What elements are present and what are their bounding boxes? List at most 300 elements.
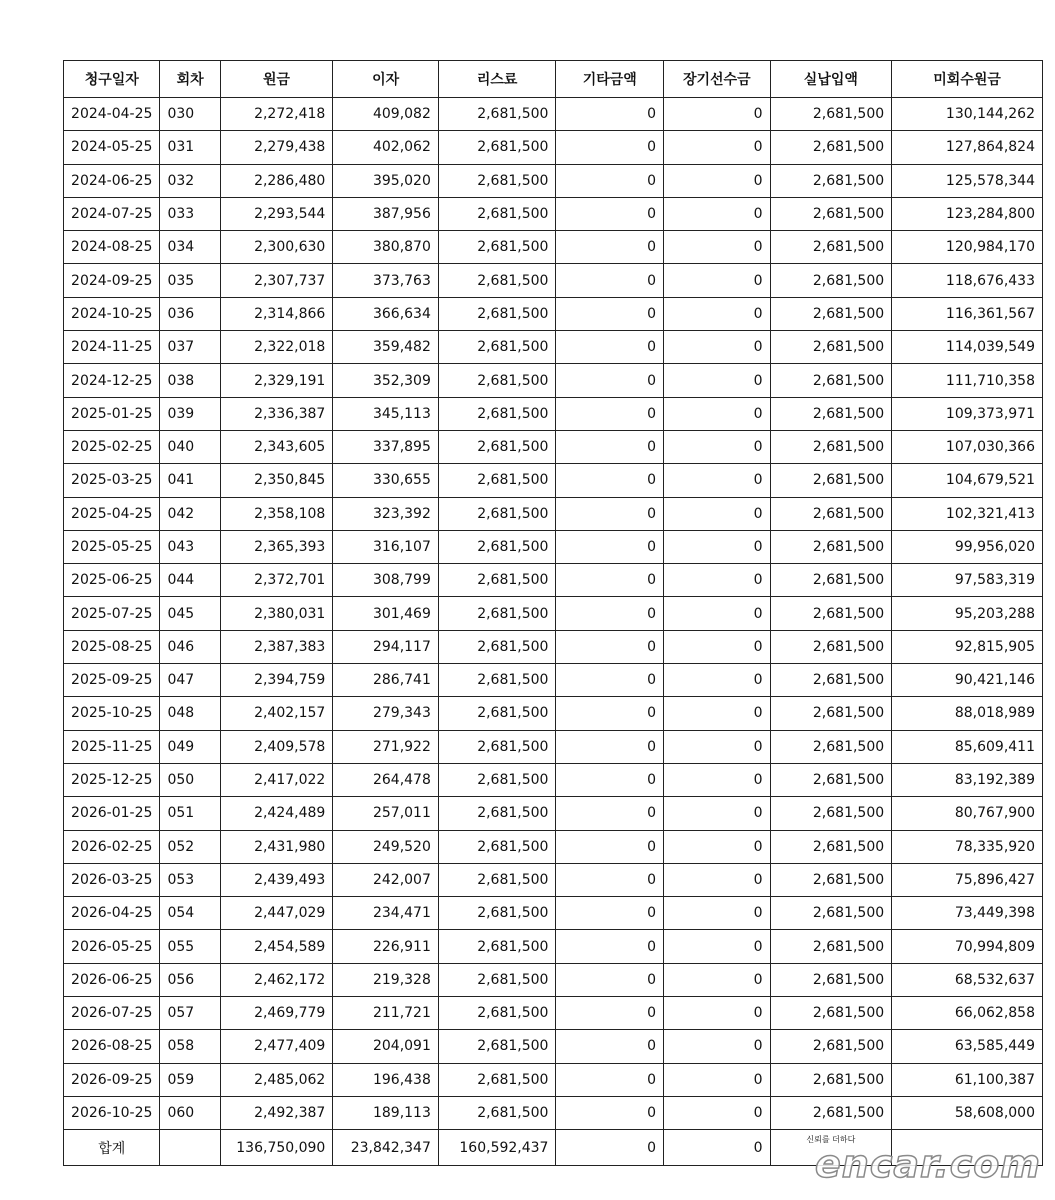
cell-lease-fee: 2,681,500 — [438, 997, 556, 1030]
cell-round: 054 — [160, 897, 220, 930]
cell-round: 041 — [160, 464, 220, 497]
cell-lease-fee: 2,681,500 — [438, 1030, 556, 1063]
cell-lease-fee: 2,681,500 — [438, 1096, 556, 1129]
cell-principal: 2,439,493 — [220, 863, 333, 896]
cell-round: 047 — [160, 664, 220, 697]
cell-lease-fee: 2,681,500 — [438, 231, 556, 264]
cell-actual-paid: 2,681,500 — [770, 630, 892, 663]
table-row — [64, 1030, 1043, 1063]
cell-interest: 271,922 — [333, 730, 439, 763]
cell-billing-date: 2024-05-25 — [64, 131, 160, 164]
cell-other-amount: 0 — [556, 131, 664, 164]
cell-lease-fee: 2,681,500 — [438, 98, 556, 131]
cell-long-term-advance: 0 — [664, 397, 771, 430]
cell-actual-paid: 2,681,500 — [770, 497, 892, 530]
cell-other-amount: 0 — [556, 697, 664, 730]
cell-principal: 2,409,578 — [220, 730, 333, 763]
total-round — [160, 1130, 220, 1166]
cell-interest: 211,721 — [333, 997, 439, 1030]
cell-long-term-advance: 0 — [664, 430, 771, 463]
cell-round: 057 — [160, 997, 220, 1030]
cell-outstanding-principal: 109,373,971 — [892, 397, 1043, 430]
cell-long-term-advance: 0 — [664, 730, 771, 763]
cell-billing-date: 2024-09-25 — [64, 264, 160, 297]
cell-interest: 189,113 — [333, 1096, 439, 1129]
cell-long-term-advance: 0 — [664, 797, 771, 830]
cell-outstanding-principal: 66,062,858 — [892, 997, 1043, 1030]
cell-interest: 301,469 — [333, 597, 439, 630]
cell-actual-paid: 2,681,500 — [770, 897, 892, 930]
total-other-amount: 0 — [556, 1130, 664, 1166]
table-row — [64, 231, 1043, 264]
cell-outstanding-principal: 107,030,366 — [892, 430, 1043, 463]
cell-outstanding-principal: 83,192,389 — [892, 763, 1043, 796]
cell-outstanding-principal: 63,585,449 — [892, 1030, 1043, 1063]
cell-principal: 2,492,387 — [220, 1096, 333, 1129]
cell-interest: 249,520 — [333, 830, 439, 863]
cell-other-amount: 0 — [556, 1096, 664, 1129]
cell-lease-fee: 2,681,500 — [438, 564, 556, 597]
cell-outstanding-principal: 125,578,344 — [892, 164, 1043, 197]
cell-interest: 323,392 — [333, 497, 439, 530]
cell-round: 035 — [160, 264, 220, 297]
cell-interest: 316,107 — [333, 530, 439, 563]
cell-interest: 204,091 — [333, 1030, 439, 1063]
column-header-round: 회차 — [160, 61, 220, 98]
slogan-text: 신뢰를 더하다 — [806, 1134, 856, 1144]
cell-other-amount: 0 — [556, 264, 664, 297]
cell-other-amount: 0 — [556, 730, 664, 763]
cell-long-term-advance: 0 — [664, 997, 771, 1030]
cell-lease-fee: 2,681,500 — [438, 264, 556, 297]
cell-billing-date: 2025-10-25 — [64, 697, 160, 730]
cell-other-amount: 0 — [556, 430, 664, 463]
cell-long-term-advance: 0 — [664, 697, 771, 730]
cell-outstanding-principal: 95,203,288 — [892, 597, 1043, 630]
cell-long-term-advance: 0 — [664, 464, 771, 497]
cell-round: 059 — [160, 1063, 220, 1096]
encar-watermark-logo: encar.com — [815, 1142, 1041, 1186]
cell-interest: 219,328 — [333, 963, 439, 996]
lease-schedule-table — [63, 60, 1043, 1166]
cell-interest: 380,870 — [333, 231, 439, 264]
cell-actual-paid: 2,681,500 — [770, 597, 892, 630]
cell-outstanding-principal: 127,864,824 — [892, 131, 1043, 164]
total-principal: 136,750,090 — [220, 1130, 333, 1166]
cell-outstanding-principal: 111,710,358 — [892, 364, 1043, 397]
cell-round: 030 — [160, 98, 220, 131]
cell-lease-fee: 2,681,500 — [438, 297, 556, 330]
cell-lease-fee: 2,681,500 — [438, 197, 556, 230]
cell-actual-paid: 2,681,500 — [770, 231, 892, 264]
cell-interest: 337,895 — [333, 430, 439, 463]
column-header-interest: 이자 — [333, 61, 439, 98]
cell-round: 031 — [160, 131, 220, 164]
cell-long-term-advance: 0 — [664, 1096, 771, 1129]
cell-billing-date: 2024-12-25 — [64, 364, 160, 397]
table-row — [64, 497, 1043, 530]
cell-round: 038 — [160, 364, 220, 397]
table-row — [64, 1063, 1043, 1096]
cell-outstanding-principal: 78,335,920 — [892, 830, 1043, 863]
table-row — [64, 597, 1043, 630]
cell-outstanding-principal: 114,039,549 — [892, 331, 1043, 364]
cell-interest: 345,113 — [333, 397, 439, 430]
cell-round: 048 — [160, 697, 220, 730]
cell-other-amount: 0 — [556, 763, 664, 796]
cell-billing-date: 2025-11-25 — [64, 730, 160, 763]
lease-schedule — [63, 60, 1043, 1166]
cell-outstanding-principal: 130,144,262 — [892, 98, 1043, 131]
cell-billing-date: 2026-08-25 — [64, 1030, 160, 1063]
cell-principal: 2,350,845 — [220, 464, 333, 497]
cell-other-amount: 0 — [556, 297, 664, 330]
cell-outstanding-principal: 58,608,000 — [892, 1096, 1043, 1129]
cell-actual-paid: 2,681,500 — [770, 530, 892, 563]
cell-outstanding-principal: 123,284,800 — [892, 197, 1043, 230]
cell-outstanding-principal: 90,421,146 — [892, 664, 1043, 697]
cell-billing-date: 2024-07-25 — [64, 197, 160, 230]
cell-actual-paid: 2,681,500 — [770, 1063, 892, 1096]
table-row — [64, 131, 1043, 164]
table-row — [64, 464, 1043, 497]
cell-lease-fee: 2,681,500 — [438, 763, 556, 796]
cell-other-amount: 0 — [556, 497, 664, 530]
cell-interest: 366,634 — [333, 297, 439, 330]
cell-principal: 2,300,630 — [220, 231, 333, 264]
cell-other-amount: 0 — [556, 963, 664, 996]
cell-long-term-advance: 0 — [664, 98, 771, 131]
cell-billing-date: 2025-07-25 — [64, 597, 160, 630]
cell-other-amount: 0 — [556, 664, 664, 697]
cell-principal: 2,485,062 — [220, 1063, 333, 1096]
cell-round: 052 — [160, 830, 220, 863]
cell-principal: 2,286,480 — [220, 164, 333, 197]
cell-other-amount: 0 — [556, 997, 664, 1030]
cell-lease-fee: 2,681,500 — [438, 131, 556, 164]
cell-interest: 387,956 — [333, 197, 439, 230]
table-row — [64, 664, 1043, 697]
cell-principal: 2,314,866 — [220, 297, 333, 330]
cell-lease-fee: 2,681,500 — [438, 430, 556, 463]
cell-round: 053 — [160, 863, 220, 896]
cell-lease-fee: 2,681,500 — [438, 1063, 556, 1096]
cell-long-term-advance: 0 — [664, 197, 771, 230]
cell-lease-fee: 2,681,500 — [438, 164, 556, 197]
table-row — [64, 930, 1043, 963]
cell-principal: 2,343,605 — [220, 430, 333, 463]
table-row — [64, 963, 1043, 996]
cell-outstanding-principal: 97,583,319 — [892, 564, 1043, 597]
cell-long-term-advance: 0 — [664, 497, 771, 530]
cell-billing-date: 2024-04-25 — [64, 98, 160, 131]
cell-actual-paid: 2,681,500 — [770, 464, 892, 497]
cell-principal: 2,329,191 — [220, 364, 333, 397]
cell-principal: 2,431,980 — [220, 830, 333, 863]
cell-long-term-advance: 0 — [664, 1030, 771, 1063]
cell-long-term-advance: 0 — [664, 530, 771, 563]
cell-round: 050 — [160, 763, 220, 796]
cell-principal: 2,402,157 — [220, 697, 333, 730]
cell-interest: 226,911 — [333, 930, 439, 963]
cell-round: 051 — [160, 797, 220, 830]
cell-billing-date: 2024-08-25 — [64, 231, 160, 264]
cell-lease-fee: 2,681,500 — [438, 697, 556, 730]
cell-long-term-advance: 0 — [664, 963, 771, 996]
cell-billing-date: 2024-10-25 — [64, 297, 160, 330]
cell-other-amount: 0 — [556, 231, 664, 264]
cell-round: 039 — [160, 397, 220, 430]
cell-round: 055 — [160, 930, 220, 963]
cell-outstanding-principal: 118,676,433 — [892, 264, 1043, 297]
cell-interest: 352,309 — [333, 364, 439, 397]
cell-billing-date: 2025-12-25 — [64, 763, 160, 796]
cell-principal: 2,293,544 — [220, 197, 333, 230]
cell-principal: 2,454,589 — [220, 930, 333, 963]
cell-billing-date: 2025-01-25 — [64, 397, 160, 430]
cell-actual-paid: 2,681,500 — [770, 564, 892, 597]
cell-other-amount: 0 — [556, 530, 664, 563]
table-row — [64, 264, 1043, 297]
cell-other-amount: 0 — [556, 897, 664, 930]
cell-interest: 308,799 — [333, 564, 439, 597]
cell-lease-fee: 2,681,500 — [438, 464, 556, 497]
column-header-billing-date: 청구일자 — [64, 61, 160, 98]
cell-long-term-advance: 0 — [664, 863, 771, 896]
cell-interest: 402,062 — [333, 131, 439, 164]
table-row — [64, 730, 1043, 763]
cell-long-term-advance: 0 — [664, 564, 771, 597]
cell-principal: 2,469,779 — [220, 997, 333, 1030]
table-body — [64, 98, 1043, 1130]
cell-principal: 2,322,018 — [220, 331, 333, 364]
cell-long-term-advance: 0 — [664, 264, 771, 297]
column-header-outstanding-principal: 미회수원금 — [892, 61, 1043, 98]
cell-billing-date: 2026-02-25 — [64, 830, 160, 863]
cell-long-term-advance: 0 — [664, 630, 771, 663]
cell-long-term-advance: 0 — [664, 331, 771, 364]
cell-round: 042 — [160, 497, 220, 530]
cell-lease-fee: 2,681,500 — [438, 830, 556, 863]
cell-actual-paid: 2,681,500 — [770, 697, 892, 730]
cell-other-amount: 0 — [556, 1063, 664, 1096]
table-row — [64, 197, 1043, 230]
cell-other-amount: 0 — [556, 797, 664, 830]
cell-billing-date: 2026-01-25 — [64, 797, 160, 830]
table-row — [64, 297, 1043, 330]
cell-outstanding-principal: 104,679,521 — [892, 464, 1043, 497]
cell-long-term-advance: 0 — [664, 164, 771, 197]
cell-long-term-advance: 0 — [664, 297, 771, 330]
cell-billing-date: 2026-10-25 — [64, 1096, 160, 1129]
cell-other-amount: 0 — [556, 564, 664, 597]
cell-interest: 395,020 — [333, 164, 439, 197]
cell-lease-fee: 2,681,500 — [438, 497, 556, 530]
cell-other-amount: 0 — [556, 164, 664, 197]
cell-lease-fee: 2,681,500 — [438, 863, 556, 896]
cell-other-amount: 0 — [556, 830, 664, 863]
cell-billing-date: 2024-11-25 — [64, 331, 160, 364]
column-header-actual-paid: 실납입액 — [770, 61, 892, 98]
table-header-row — [64, 61, 1043, 98]
cell-principal: 2,336,387 — [220, 397, 333, 430]
cell-interest: 373,763 — [333, 264, 439, 297]
cell-outstanding-principal: 68,532,637 — [892, 963, 1043, 996]
cell-principal: 2,387,383 — [220, 630, 333, 663]
cell-outstanding-principal: 80,767,900 — [892, 797, 1043, 830]
cell-interest: 409,082 — [333, 98, 439, 131]
column-header-long-term-advance: 장기선수금 — [664, 61, 771, 98]
cell-lease-fee: 2,681,500 — [438, 664, 556, 697]
cell-outstanding-principal: 75,896,427 — [892, 863, 1043, 896]
cell-principal: 2,447,029 — [220, 897, 333, 930]
cell-billing-date: 2026-04-25 — [64, 897, 160, 930]
cell-outstanding-principal: 116,361,567 — [892, 297, 1043, 330]
cell-outstanding-principal: 70,994,809 — [892, 930, 1043, 963]
cell-long-term-advance: 0 — [664, 231, 771, 264]
cell-principal: 2,307,737 — [220, 264, 333, 297]
cell-billing-date: 2026-03-25 — [64, 863, 160, 896]
cell-round: 060 — [160, 1096, 220, 1129]
cell-billing-date: 2025-03-25 — [64, 464, 160, 497]
cell-interest: 359,482 — [333, 331, 439, 364]
cell-lease-fee: 2,681,500 — [438, 730, 556, 763]
cell-other-amount: 0 — [556, 863, 664, 896]
cell-round: 037 — [160, 331, 220, 364]
cell-actual-paid: 2,681,500 — [770, 1096, 892, 1129]
cell-lease-fee: 2,681,500 — [438, 963, 556, 996]
cell-actual-paid: 2,681,500 — [770, 1030, 892, 1063]
cell-billing-date: 2025-04-25 — [64, 497, 160, 530]
cell-round: 058 — [160, 1030, 220, 1063]
cell-billing-date: 2025-06-25 — [64, 564, 160, 597]
cell-long-term-advance: 0 — [664, 763, 771, 796]
cell-lease-fee: 2,681,500 — [438, 364, 556, 397]
cell-principal: 2,372,701 — [220, 564, 333, 597]
cell-outstanding-principal: 102,321,413 — [892, 497, 1043, 530]
cell-actual-paid: 2,681,500 — [770, 397, 892, 430]
cell-other-amount: 0 — [556, 397, 664, 430]
table-row — [64, 98, 1043, 131]
cell-other-amount: 0 — [556, 597, 664, 630]
cell-round: 045 — [160, 597, 220, 630]
table-row — [64, 830, 1043, 863]
cell-actual-paid: 2,681,500 — [770, 131, 892, 164]
table-row — [64, 863, 1043, 896]
cell-outstanding-principal: 92,815,905 — [892, 630, 1043, 663]
cell-actual-paid: 2,681,500 — [770, 264, 892, 297]
cell-actual-paid: 2,681,500 — [770, 331, 892, 364]
cell-principal: 2,279,438 — [220, 131, 333, 164]
cell-round: 043 — [160, 530, 220, 563]
table-row — [64, 763, 1043, 796]
table-row — [64, 331, 1043, 364]
cell-interest: 330,655 — [333, 464, 439, 497]
cell-interest: 234,471 — [333, 897, 439, 930]
cell-lease-fee: 2,681,500 — [438, 331, 556, 364]
cell-principal: 2,477,409 — [220, 1030, 333, 1063]
cell-principal: 2,417,022 — [220, 763, 333, 796]
cell-lease-fee: 2,681,500 — [438, 597, 556, 630]
cell-other-amount: 0 — [556, 331, 664, 364]
cell-actual-paid: 2,681,500 — [770, 930, 892, 963]
cell-actual-paid: 2,681,500 — [770, 164, 892, 197]
cell-long-term-advance: 0 — [664, 364, 771, 397]
cell-interest: 286,741 — [333, 664, 439, 697]
table-row — [64, 897, 1043, 930]
table-row — [64, 797, 1043, 830]
cell-round: 034 — [160, 231, 220, 264]
cell-actual-paid: 2,681,500 — [770, 98, 892, 131]
cell-billing-date: 2026-05-25 — [64, 930, 160, 963]
cell-interest: 196,438 — [333, 1063, 439, 1096]
cell-principal: 2,358,108 — [220, 497, 333, 530]
cell-round: 032 — [160, 164, 220, 197]
cell-actual-paid: 2,681,500 — [770, 763, 892, 796]
cell-actual-paid: 2,681,500 — [770, 963, 892, 996]
cell-billing-date: 2026-09-25 — [64, 1063, 160, 1096]
cell-other-amount: 0 — [556, 1030, 664, 1063]
cell-actual-paid: 2,681,500 — [770, 297, 892, 330]
cell-long-term-advance: 0 — [664, 830, 771, 863]
cell-interest: 279,343 — [333, 697, 439, 730]
cell-interest: 257,011 — [333, 797, 439, 830]
cell-lease-fee: 2,681,500 — [438, 930, 556, 963]
table-row — [64, 530, 1043, 563]
cell-round: 033 — [160, 197, 220, 230]
cell-billing-date: 2026-07-25 — [64, 997, 160, 1030]
total-long-term-advance: 0 — [664, 1130, 771, 1166]
total-label: 합계 — [64, 1130, 160, 1166]
cell-principal: 2,394,759 — [220, 664, 333, 697]
cell-billing-date: 2025-09-25 — [64, 664, 160, 697]
cell-billing-date: 2025-05-25 — [64, 530, 160, 563]
cell-outstanding-principal: 85,609,411 — [892, 730, 1043, 763]
cell-actual-paid: 2,681,500 — [770, 364, 892, 397]
cell-outstanding-principal: 61,100,387 — [892, 1063, 1043, 1096]
cell-long-term-advance: 0 — [664, 897, 771, 930]
total-interest: 23,842,347 — [333, 1130, 439, 1166]
table-row — [64, 1096, 1043, 1129]
cell-principal: 2,272,418 — [220, 98, 333, 131]
table-row — [64, 564, 1043, 597]
cell-round: 056 — [160, 963, 220, 996]
cell-actual-paid: 2,681,500 — [770, 830, 892, 863]
cell-round: 049 — [160, 730, 220, 763]
cell-outstanding-principal: 99,956,020 — [892, 530, 1043, 563]
cell-lease-fee: 2,681,500 — [438, 530, 556, 563]
cell-round: 044 — [160, 564, 220, 597]
cell-billing-date: 2025-08-25 — [64, 630, 160, 663]
cell-lease-fee: 2,681,500 — [438, 797, 556, 830]
cell-actual-paid: 2,681,500 — [770, 797, 892, 830]
cell-other-amount: 0 — [556, 98, 664, 131]
cell-lease-fee: 2,681,500 — [438, 397, 556, 430]
cell-billing-date: 2026-06-25 — [64, 963, 160, 996]
cell-other-amount: 0 — [556, 464, 664, 497]
cell-outstanding-principal: 73,449,398 — [892, 897, 1043, 930]
cell-outstanding-principal: 120,984,170 — [892, 231, 1043, 264]
cell-other-amount: 0 — [556, 197, 664, 230]
cell-interest: 264,478 — [333, 763, 439, 796]
cell-round: 036 — [160, 297, 220, 330]
cell-other-amount: 0 — [556, 930, 664, 963]
total-lease-fee: 160,592,437 — [438, 1130, 556, 1166]
column-header-principal: 원금 — [220, 61, 333, 98]
table-row — [64, 697, 1043, 730]
cell-principal: 2,365,393 — [220, 530, 333, 563]
table-row — [64, 430, 1043, 463]
